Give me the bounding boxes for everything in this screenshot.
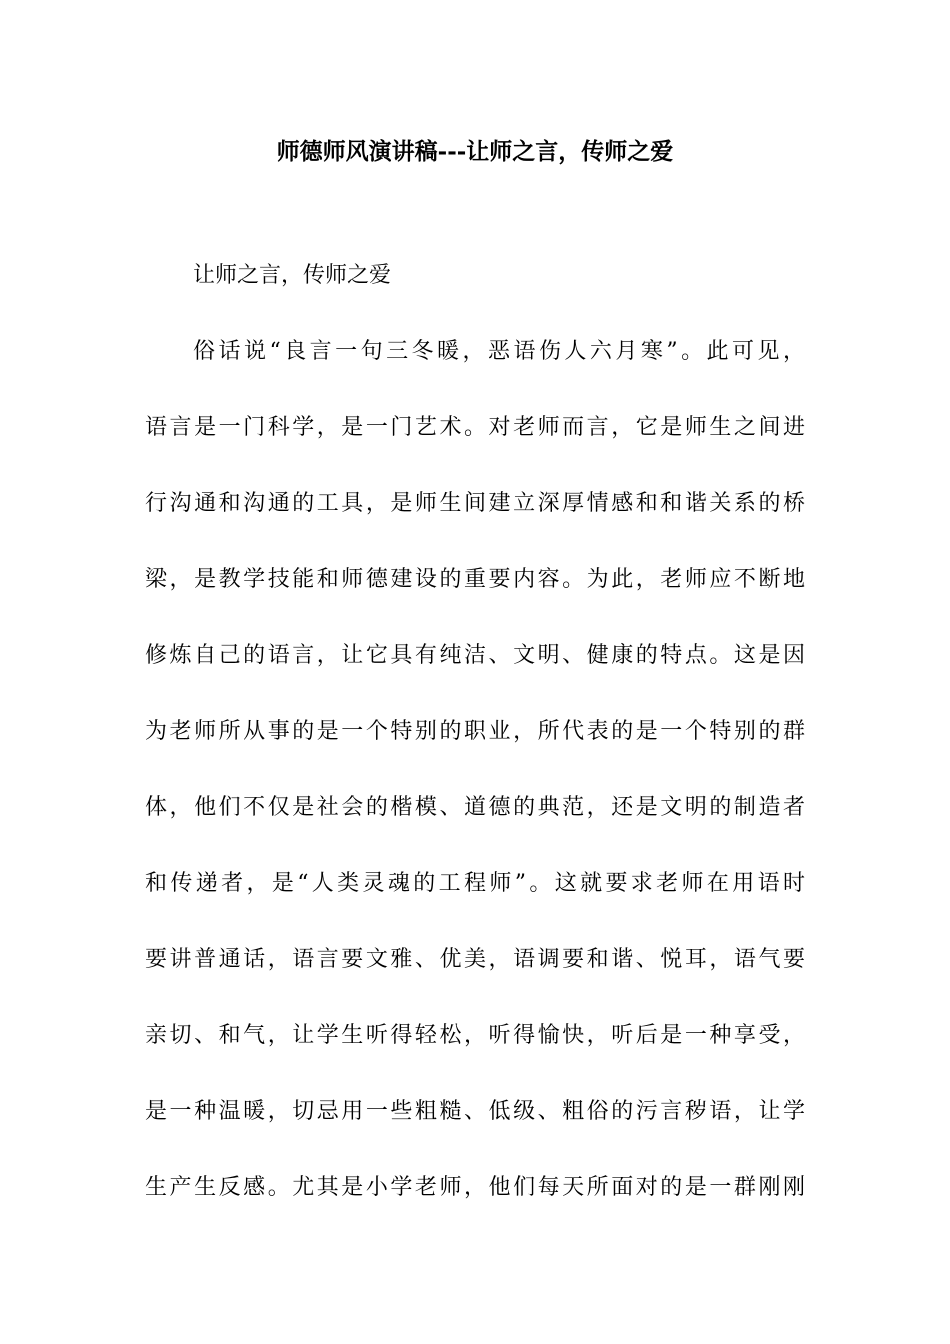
- body-line: 语言是一门科学，是一门艺术。对老师而言，它是师生之间进: [145, 415, 805, 440]
- document-title: 师德师风演讲稿---让师之言，传师之爱: [276, 138, 674, 165]
- body-line: 是一种温暖，切忌用一些粗糙、低级、粗俗的污言秽语，让学: [145, 1099, 805, 1124]
- body-line: 修炼自己的语言，让它具有纯洁、文明、健康的特点。这是因: [145, 643, 805, 668]
- body-line: 和传递者，是“人类灵魂的工程师”。这就要求老师在用语时: [145, 871, 805, 896]
- body-line: 为老师所从事的是一个特别的职业，所代表的是一个特别的群: [145, 719, 805, 744]
- body-line: 梁，是教学技能和师德建设的重要内容。为此，老师应不断地: [145, 567, 805, 592]
- document-subtitle: 让师之言，传师之爱: [193, 263, 392, 288]
- body-line: 俗话说“良言一句三冬暖，恶语伤人六月寒”。此可见，: [193, 339, 805, 364]
- body-line: 亲切、和气，让学生听得轻松，听得愉快，听后是一种享受，: [145, 1023, 805, 1048]
- body-line: 行沟通和沟通的工具，是师生间建立深厚情感和和谐关系的桥: [145, 491, 805, 516]
- body-line: 生产生反感。尤其是小学老师，他们每天所面对的是一群刚刚: [145, 1175, 805, 1200]
- body-line: 要讲普通话，语言要文雅、优美，语调要和谐、悦耳，语气要: [145, 947, 805, 972]
- body-line: 体，他们不仅是社会的楷模、道德的典范，还是文明的制造者: [145, 795, 805, 820]
